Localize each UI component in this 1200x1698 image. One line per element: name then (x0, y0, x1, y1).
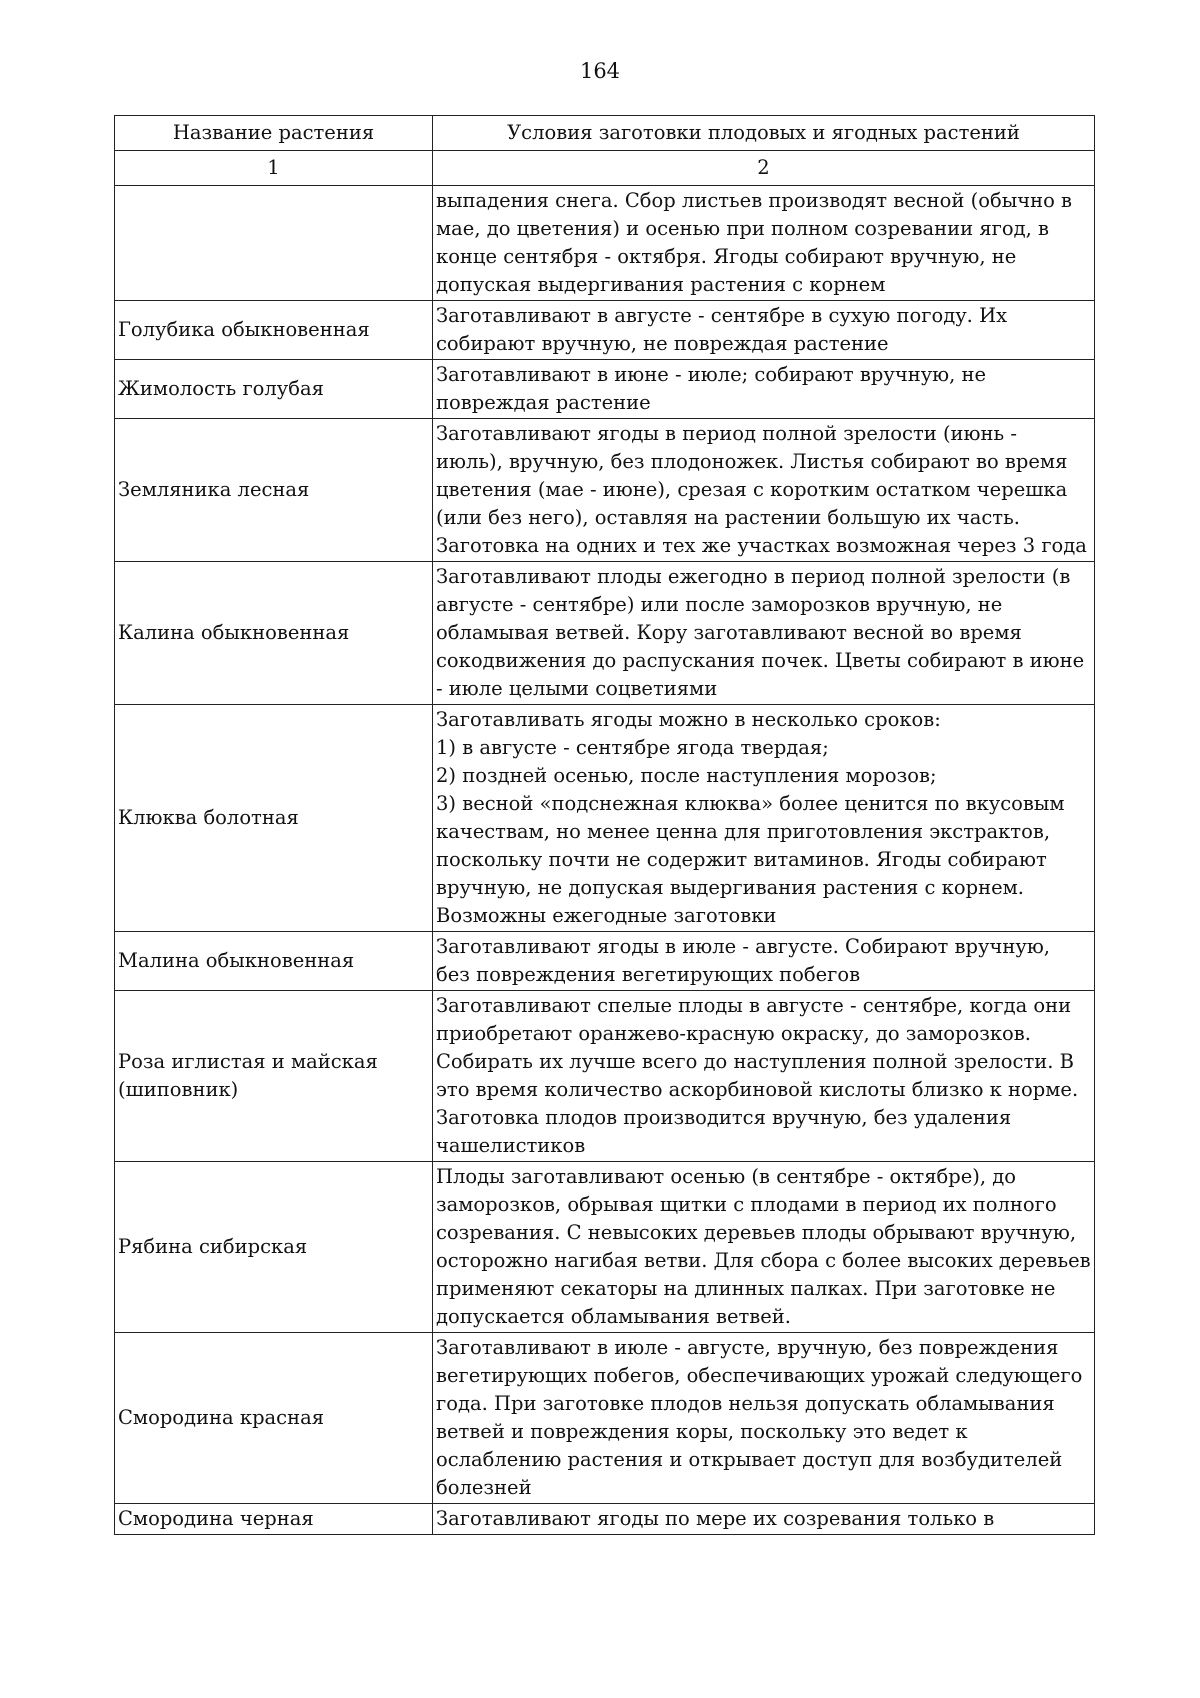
conditions-line: применяют секаторы на длинных палках. При заготовке не (436, 1277, 1056, 1300)
table-row (115, 419, 1095, 562)
conditions-cell (433, 932, 1095, 991)
plant-name-cell (115, 1333, 433, 1504)
conditions-cell (433, 1504, 1095, 1535)
conditions-line: июль), вручную, без плодоножек. Листья собирают во время (436, 450, 1068, 473)
plant-name-cell (115, 1504, 433, 1535)
conditions-line: обламывая ветвей. Кору заготавливают весной во время (436, 621, 1022, 644)
conditions-line: августе - сентябре) или после заморозков вручную, не (436, 593, 1003, 616)
conditions-line: ветвей и повреждения коры, поскольку это ведет к (436, 1420, 968, 1443)
plant-name-line: Смородина черная (118, 1507, 314, 1530)
table-row (115, 301, 1095, 360)
plant-name-cell (115, 705, 433, 932)
conditions-cell (433, 1162, 1095, 1333)
plant-name-line: Калина обыкновенная (118, 621, 350, 644)
conditions-line: Заготавливают в августе - сентябре в сухую погоду. Их (436, 304, 1008, 327)
conditions-line: Возможны ежегодные заготовки (436, 904, 777, 927)
conditions-line: Заготавливают ягоды по мере их созревания только в (436, 1507, 995, 1530)
conditions-line: Заготавливают плоды ежегодно в период полной зрелости (в (436, 565, 1071, 588)
conditions-line: Заготавливают спелые плоды в августе - сентябре, когда они (436, 994, 1072, 1017)
column-number-2: 2 (433, 151, 1095, 186)
conditions-line: Собирать их лучше всего до наступления полной зрелости. В (436, 1050, 1074, 1073)
table-row (115, 1504, 1095, 1535)
table-row (115, 360, 1095, 419)
conditions-line: Заготовка плодов производится вручную, без удаления (436, 1106, 1012, 1129)
conditions-line: допуская выдергивания растения с корнем (436, 273, 886, 296)
column-number-row (115, 151, 1095, 186)
plant-name-line: Рябина сибирская (118, 1235, 308, 1258)
table-row (115, 562, 1095, 705)
conditions-cell (433, 1333, 1095, 1504)
plant-name-cell (115, 301, 433, 360)
plant-name-line: Роза иглистая и майская (118, 1050, 378, 1073)
page-number: 164 (579, 59, 621, 83)
table-row (115, 705, 1095, 932)
conditions-line: 3) весной «подснежная клюква» более ценится по вкусовым (436, 792, 1065, 815)
plant-name-line: Малина обыкновенная (118, 949, 355, 972)
table-row (115, 186, 1095, 301)
conditions-line: конце сентября - октября. Ягоды собирают вручную, не (436, 245, 1017, 268)
conditions-line: осторожно нагибая ветви. Для сбора с более высоких деревьев (436, 1249, 1091, 1272)
conditions-line: года. При заготовке плодов нельзя допускать обламывания (436, 1392, 1055, 1415)
plant-name-cell (115, 1162, 433, 1333)
conditions-cell (433, 186, 1095, 301)
table-row (115, 1162, 1095, 1333)
conditions-line: (или без него), оставляя на растении большую их часть. (436, 506, 1020, 529)
conditions-line: Заготавливают в июле - августе, вручную, без повреждения (436, 1336, 1059, 1359)
conditions-line: вегетирующих побегов, обеспечивающих урожай следующего (436, 1364, 1083, 1387)
conditions-line: заморозков, обрывая щитки с плодами в период их полного (436, 1193, 1057, 1216)
plant-name-line: (шиповник) (118, 1078, 239, 1101)
table-row (115, 1333, 1095, 1504)
plant-name-line: Жимолость голубая (118, 377, 324, 400)
conditions-line: выпадения снега. Сбор листьев производят весной (обычно в (436, 189, 1073, 212)
conditions-cell (433, 705, 1095, 932)
conditions-line: приобретают оранжево-красную окраску, до заморозков. (436, 1022, 1031, 1045)
conditions-line: цветения (мае - июне), срезая с коротким остатком черешка (436, 478, 1068, 501)
conditions-line: качествам, но менее ценна для приготовления экстрактов, (436, 820, 1051, 843)
conditions-cell (433, 360, 1095, 419)
conditions-line: собирают вручную, не повреждая растение (436, 332, 889, 355)
conditions-line: болезней (436, 1476, 532, 1499)
plant-name-cell (115, 562, 433, 705)
conditions-line: без повреждения вегетирующих побегов (436, 963, 861, 986)
plants-table (114, 115, 1095, 1535)
conditions-line: сокодвижения до распускания почек. Цветы собирают в июне (436, 649, 1085, 672)
plant-name-cell (115, 186, 433, 301)
conditions-line: Заготавливают ягоды в период полной зрелости (июнь - (436, 422, 1017, 445)
conditions-line: Заготавливать ягоды можно в несколько сроков: (436, 708, 941, 731)
conditions-line: 1) в августе - сентябре ягода твердая; (436, 736, 829, 759)
conditions-line: повреждая растение (436, 391, 651, 414)
plant-name-line: Голубика обыкновенная (118, 318, 370, 341)
table-row (115, 932, 1095, 991)
conditions-line: чашелистиков (436, 1134, 586, 1157)
conditions-cell (433, 419, 1095, 562)
conditions-line: допускается обламывания ветвей. (436, 1305, 791, 1328)
conditions-line: поскольку почти не содержит витаминов. Ягоды собирают (436, 848, 1047, 871)
header-conditions: Условия заготовки плодовых и ягодных растений (433, 116, 1095, 151)
plant-name-line: Смородина красная (118, 1406, 325, 1429)
plant-name-cell (115, 419, 433, 562)
conditions-line: Заготавливают в июне - июле; собирают вручную, не (436, 363, 987, 386)
conditions-line: ослаблению растения и открывает доступ для возбудителей (436, 1448, 1063, 1471)
header-plant-name: Название растения (115, 116, 433, 151)
conditions-cell (433, 991, 1095, 1162)
plant-name-line: Земляника лесная (118, 478, 310, 501)
conditions-line: созревания. С невысоких деревьев плоды обрывают вручную, (436, 1221, 1077, 1244)
conditions-line: - июле целыми соцветиями (436, 677, 718, 700)
conditions-line: 2) поздней осенью, после наступления морозов; (436, 764, 937, 787)
conditions-line: Заготавливают ягоды в июле - августе. Собирают вручную, (436, 935, 1051, 958)
conditions-line: Заготовка на одних и тех же участках возможная через 3 года (436, 534, 1087, 557)
plant-name-cell (115, 932, 433, 991)
conditions-line: это время количество аскорбиновой кислоты близко к норме. (436, 1078, 1079, 1101)
conditions-line: мае, до цветения) и осенью при полном созревании ягод, в (436, 217, 1050, 240)
plant-name-line: Клюква болотная (118, 806, 299, 829)
plant-name-cell (115, 360, 433, 419)
conditions-line: вручную, не допуская выдергивания растения с корнем. (436, 876, 1024, 899)
plant-name-cell (115, 991, 433, 1162)
table-header-row (115, 116, 1095, 151)
column-number-1: 1 (115, 151, 433, 186)
table-row (115, 991, 1095, 1162)
conditions-cell (433, 562, 1095, 705)
conditions-line: Плоды заготавливают осенью (в сентябре - октябре), до (436, 1165, 1017, 1188)
conditions-cell (433, 301, 1095, 360)
